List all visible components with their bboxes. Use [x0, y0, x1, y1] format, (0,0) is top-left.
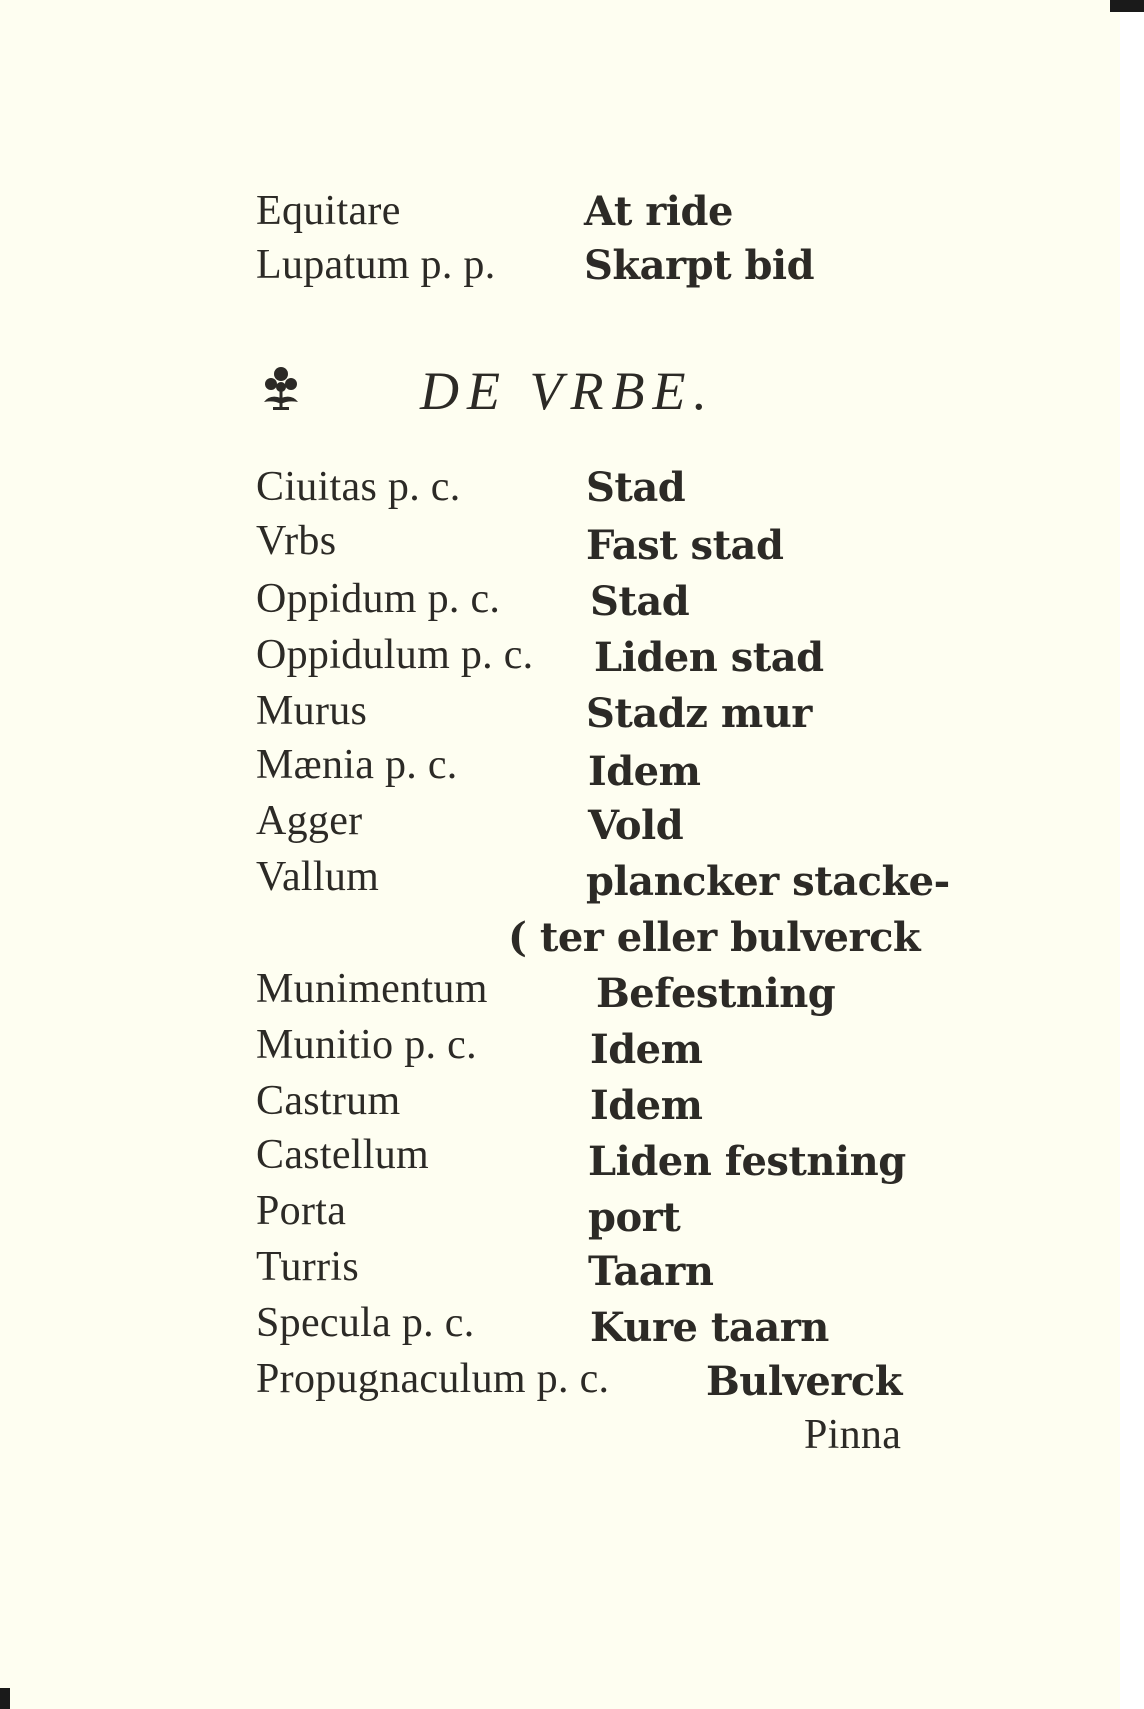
entry-vernacular: Idem: [590, 1026, 703, 1073]
entry-vernacular: Stad: [590, 578, 690, 625]
entry-vernacular: plancker stacke-: [586, 858, 950, 905]
entry-vernacular: Befestning: [596, 970, 836, 1017]
entry-vernacular: Bulverck: [706, 1358, 902, 1405]
entry-latin: Lupatum p. p.: [256, 242, 496, 288]
entry-vernacular-continuation: ( ter eller bulverck: [508, 914, 921, 961]
entry-latin: Vrbs: [256, 518, 337, 564]
entry-vernacular: port: [588, 1194, 681, 1241]
entry-latin: Munimentum: [256, 966, 488, 1012]
entry-vernacular: Idem: [590, 1082, 703, 1129]
fleuron-icon: [254, 360, 308, 414]
entry-latin: Equitare: [256, 188, 401, 234]
scan-edge-mark: [0, 1688, 10, 1709]
entry-latin: Oppidum p. c.: [256, 576, 501, 622]
entry-vernacular: Stadz mur: [586, 690, 812, 737]
entry-vernacular: Idem: [588, 748, 701, 795]
entry-vernacular: Kure taarn: [590, 1304, 829, 1351]
entry-latin: Castrum: [256, 1078, 401, 1124]
entry-vernacular: Liden festning: [588, 1138, 906, 1185]
entry-vernacular: At ride: [584, 188, 733, 235]
scan-edge-mark: [1110, 0, 1144, 12]
entry-latin: Mænia p. c.: [256, 742, 458, 788]
catchword: Pinna: [804, 1412, 902, 1458]
entry-latin: Ciuitas p. c.: [256, 464, 461, 510]
entry-latin: Castellum: [256, 1132, 430, 1178]
entry-latin: Vallum: [256, 854, 380, 900]
entry-vernacular: Fast stad: [586, 522, 784, 569]
entry-latin: Agger: [256, 798, 363, 844]
entry-latin: Murus: [256, 688, 368, 734]
entry-vernacular: Vold: [588, 802, 684, 849]
entry-vernacular: Skarpt bid: [584, 242, 815, 289]
entry-latin: Propugnaculum p. c.: [256, 1356, 610, 1402]
entry-vernacular: Taarn: [588, 1248, 714, 1295]
entry-vernacular: Liden stad: [594, 634, 824, 681]
entry-latin: Porta: [256, 1188, 347, 1234]
entry-latin: Munitio p. c.: [256, 1022, 477, 1068]
section-heading: DE VRBE.: [420, 361, 715, 421]
entry-latin: Oppidulum p. c.: [256, 632, 534, 678]
entry-latin: Specula p. c.: [256, 1300, 475, 1346]
entry-latin: Turris: [256, 1244, 359, 1290]
entry-vernacular: Stad: [586, 464, 686, 511]
